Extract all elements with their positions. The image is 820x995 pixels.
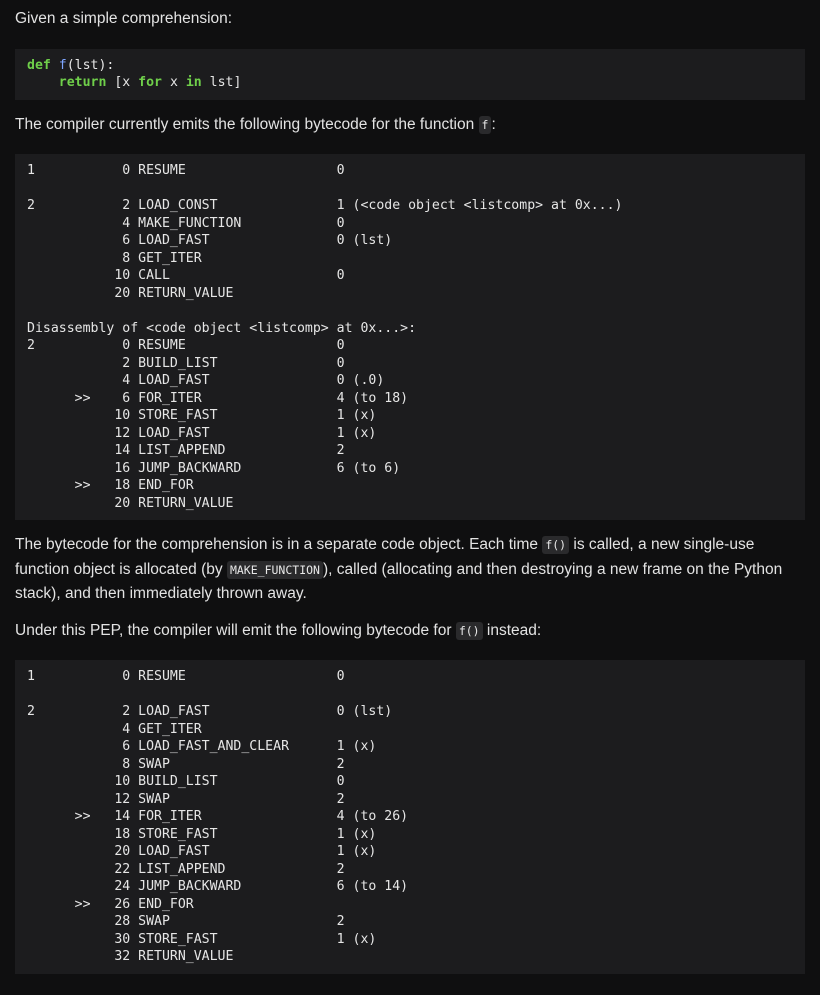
inline-code-f-call: f() [542,536,569,554]
keyword-for: for [138,75,162,90]
bytecode-line: 10 BUILD_LIST 0 [27,774,345,789]
keyword-def: def [27,57,51,73]
paragraph-text: The compiler currently emits the following bytecode for the function [15,115,479,133]
pep-bytecode-paragraph [15,619,805,644]
bytecode-line: 20 LOAD_FAST 1 (x) [27,844,377,859]
bytecode-line: 12 SWAP 2 [27,791,345,807]
paragraph-text: is called, a new single-use function object is allocated (by [15,536,755,578]
bytecode-line: >> 14 FOR_ITER 4 (to 26) [27,809,409,824]
bytecode-line: 10 CALL 0 [27,268,345,283]
bytecode-line: Disassembly of <code object <listcomp> at 0x...>: [27,320,417,336]
paragraph-text-end: instead: [482,621,542,639]
intro-paragraph: Given a simple comprehension: [15,10,233,27]
keyword-in: in [185,75,202,90]
paragraph-text: ), called (allocating and then destroying a new frame on the Python stack), and then immediately thrown away. [15,560,783,602]
explanation-paragraph [15,533,805,607]
bytecode-line: 4 GET_ITER [27,721,202,737]
bytecode-line: 24 JUMP_BACKWARD 6 (to 14) [27,879,409,894]
bytecode-line: 10 STORE_FAST 1 (x) [27,408,377,423]
function-name: f [58,57,67,73]
new-disassembly-block [15,660,805,974]
bytecode-line: 18 STORE_FAST 1 (x) [27,826,377,842]
bytecode-line: 12 LOAD_FAST 1 (x) [27,425,377,441]
current-disassembly-block [15,154,805,520]
inline-code-f-call: f() [456,622,483,640]
bytecode-line: 8 SWAP 2 [27,756,345,772]
bytecode-line: >> 6 FOR_ITER 4 (to 18) [27,390,409,406]
bytecode-line [27,302,793,320]
keyword-return: return [58,75,107,90]
paragraph-text-end: : [491,115,496,133]
bytecode-line: >> 18 END_FOR [27,478,194,493]
example-code-block [15,49,805,100]
bytecode-line: 20 RETURN_VALUE [27,285,234,301]
paragraph-text: Under this PEP, the compiler will emit the following bytecode for [15,621,456,639]
inline-code-make-function: MAKE_FUNCTION [227,561,323,579]
bytecode-line: 6 LOAD_FAST_AND_CLEAR 1 (x) [27,739,377,754]
bytecode-line: 1 0 RESUME 0 [27,669,345,684]
bytecode-line [27,686,793,704]
paragraph-text: The bytecode for the comprehension is in a separate code object. Each time [15,536,543,553]
bytecode-line: 4 LOAD_FAST 0 (.0) [27,373,385,388]
bytecode-line: 8 GET_ITER [27,250,202,266]
bytecode-line: 2 2 LOAD_CONST 1 (<code object <listcomp> at 0x...) [27,198,623,213]
bytecode-line: 1 0 RESUME 0 [27,163,345,178]
expr-part-3: lst] [201,75,242,90]
bytecode-line: 28 SWAP 2 [27,914,345,929]
bytecode-line: 16 JUMP_BACKWARD 6 (to 6) [27,460,401,476]
bytecode-line: 22 LIST_APPEND 2 [27,861,345,877]
bytecode-line: >> 26 END_FOR [27,896,194,912]
bytecode-line: 4 MAKE_FUNCTION 0 [27,215,345,231]
current-bytecode-paragraph [15,113,805,138]
bytecode-line: 2 BUILD_LIST 0 [27,355,345,371]
bytecode-line: 6 LOAD_FAST 0 (lst) [27,233,393,248]
bytecode-line [27,180,793,198]
inline-code-f: f [479,116,492,134]
expr-part-2: x [162,75,186,90]
bytecode-line: 14 LIST_APPEND 2 [27,443,345,458]
bytecode-line: 20 RETURN_VALUE [27,495,234,511]
bytecode-line: 30 STORE_FAST 1 (x) [27,931,377,947]
bytecode-line: 32 RETURN_VALUE [27,949,234,964]
bytecode-line: 2 2 LOAD_FAST 0 (lst) [27,704,393,719]
function-signature: (lst): [66,57,115,73]
expr-part-1: [x [106,75,139,90]
bytecode-line: 2 0 RESUME 0 [27,338,345,353]
